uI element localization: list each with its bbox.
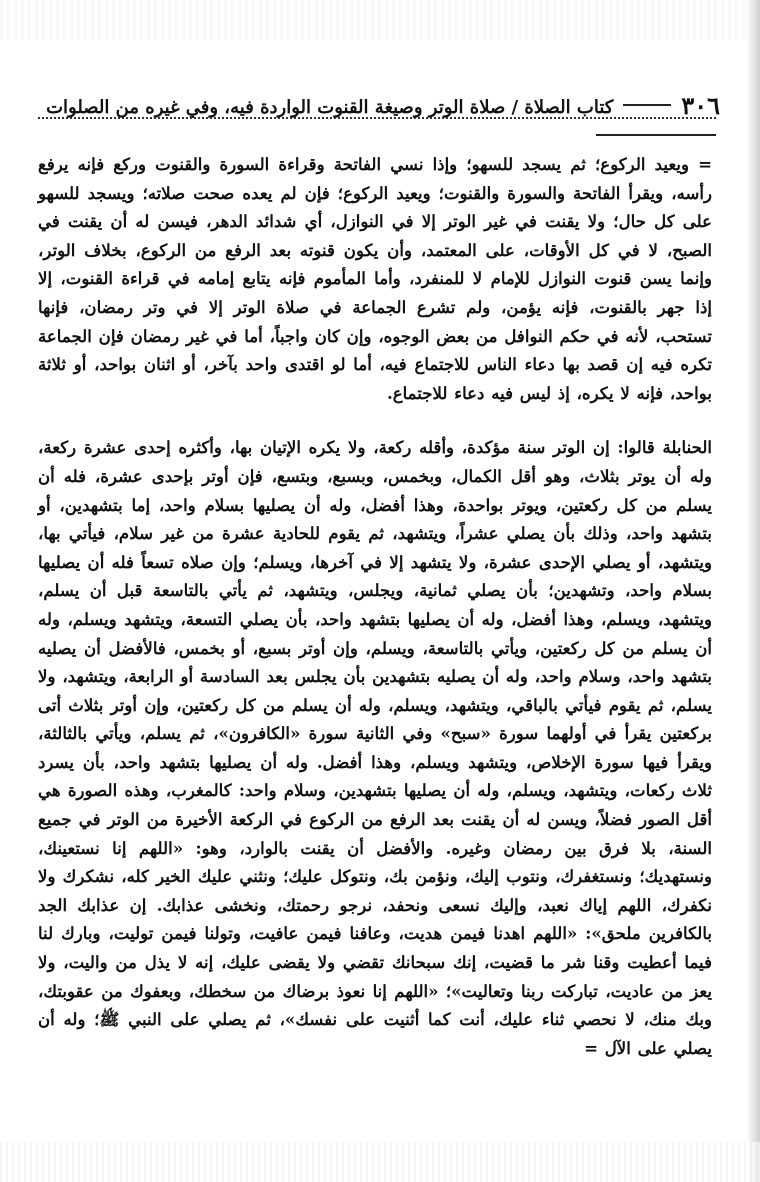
short-rule [596,134,716,136]
paragraph-2 [38,433,712,1062]
madhhab-heading: الحنابلة قالوا: [617,437,712,458]
header-rule [623,104,671,106]
paragraph-1 [38,150,712,407]
page-header [36,84,720,118]
running-title: كتاب الصلاة / صلاة الوتر وصيغة القنوت الواردة فيه، وفي غيره من الصلوات [46,97,614,119]
paragraph-2-text: إن الوتر سنة مؤكدة، وأقله ركعة، ولا يكره الإتيان بها، وأكثره إحدى عشرة ركعة، وله أن يوتر بثلاث، وهو أقل الكمال، وبخمس، وبسبع، وبتسع، فإن أوتر بإحدى عشرة، فله أن يسلم من كل ركعتين، ويوتر بواحدة، وهذا أفضل، وله أن يصليها بسلام واحد، إما بتشهدين، أو بتشهد واحد، وذلك بأن يصلي عشراً، ويتشهد، ثم يقوم للحادية عشرة من غير سلام، فيأتي بها، ويتشهد، أو يصلي الإحدى عشرة، ولا يتشهد إلا في آخرها، ويسلم؛ وإن صلاه تسعاً فله أن يصليها بسلام واحد، وتشهدين؛ بأن يصلي ثمانية، ويجلس، ويتشهد، ثم يأتي بالتاسعة قبل أن يسلم، ويتشهد، ويسلم، وهذا أفضل، وله أن يصليها بتشهد واحد، بأن يصلي التسعة، ويتشهد ويسلم، وله أن يسلم من كل ركعتين، ويأتي بالتاسعة، ويسلم، وإن أوتر بسبع، أو بخمس، فالأفضل أن يصليه بتشهد واحد، وسلام واحد، وله أن يصليه بتشهدين بأن يجلس بعد السادسة أو الرابعة، ويتشهد، ولا يسلم، ثم يقوم فيأتي بالباقي، ويتشهد، ويسلم، وله أن يسلم من كل ركعتين، وإن أوتر بثلاث أتى بركعتين يقرأ في أولهما سورة «سبح» وفي الثانية سورة «الكافرون»، ثم يسلم، ويأتي بالثالثة، ويقرأ فيها سورة الإخلاص، ويتشهد ويسلم، وهذا أفضل. وله أن يصليها بتشهد واحد، بأن يسرد ثلاث ركعات، ويتشهد، ويسلم، وله أن يصليها بتشهدين، وسلام واحد: كالمغرب، وهذه الصورة هي أقل الصور فضلاً، ويسن له أن يقنت بعد الرفع من الركوع في الركعة الأخيرة من الوتر في جميع السنة، بلا فرق بين رمضان وغيره. والأفضل أن يقنت بالوارد، وهو: «اللهم إنا نستعينك، ونستهديك؛ ونستغفرك، ونتوب إليك، ونؤمن بك، ونتوكل عليك؛ ونثني عليك الخير كله، نشكرك ولا نكفرك، اللهم إياك نعبد، وإليك نسعى ونحفد، نرجو رحمتك، ونخشى عذابك. إن عذابك الجد بالكافرين ملحق»: «اللهم اهدنا فيمن هديت، وعافنا فيمن عافيت، وتولنا فيمن توليت، وبارك لنا فيما أعطيت وقنا شر ما قضيت، إنك سبحانك تقضي ولا يقضى عليك، إنه لا يذل من واليت، ولا يعز من عاديت، تباركت ربنا وتعاليت»؛ «اللهم إنا نعوذ برضاك من سخطك، وبعفوك من عقوبتك، وبك منك، لا نحصي ثناء عليك، أنت كما أثنيت على نفسك»، ثم يصلي على النبي ﷺ؛ وله أن يصلي على الآل = [38,437,712,1058]
paragraph-1-text: ويعيد الركوع؛ ثم يسجد للسهو؛ وإذا نسي الفاتحة وقراءة السورة والقنوت وركع فإنه يرفع رأسه، ويقرأ الفاتحة والسورة والقنوت؛ ويعيد الركوع؛ فإن لم يعده صحت صلاته؛ ويسجد للسهو على كل حال؛ ولا يقنت في غير الوتر إلا في النوازل، أي شدائد الدهر، فيسن له أن يقنت في الصبح، لا في كل الأوقات، على المعتمد، وأن يكون قنوته بعد الرفع من الركوع، بخلاف الوتر، وإنما يسن قنوت النوازل للإمام لا للمنفرد، وأما المأموم فإنه يتابع إمامه في قراءة القنوت، إلا إذا جهر بالقنوت، فإنه يؤمن، ولم تشرع الجماعة في صلاة الوتر إلا في وتر رمضان، فإنها تستحب، لأنه في حكم النوافل من بعض الوجوه، وإن كان واجباً، أما في غير رمضان فإن الجماعة تكره فيه إن قصد بها دعاء الناس للاجتماع فيه، أما لو اقتدى واحد بآخر، أو اثنان بواحد، أو ثلاثة بواحد، فإنه لا يكره، إذ ليس فيه دعاء للاجتماع. [38,154,712,403]
main-text [38,150,712,1062]
dotted-divider [38,117,716,129]
scan-edge-top [0,0,760,40]
scan-edge-bottom [0,1142,760,1182]
scan-edge-right [746,0,760,1182]
continuation-marker: = [698,154,712,174]
page-number: ٣٠٦ [681,91,720,120]
